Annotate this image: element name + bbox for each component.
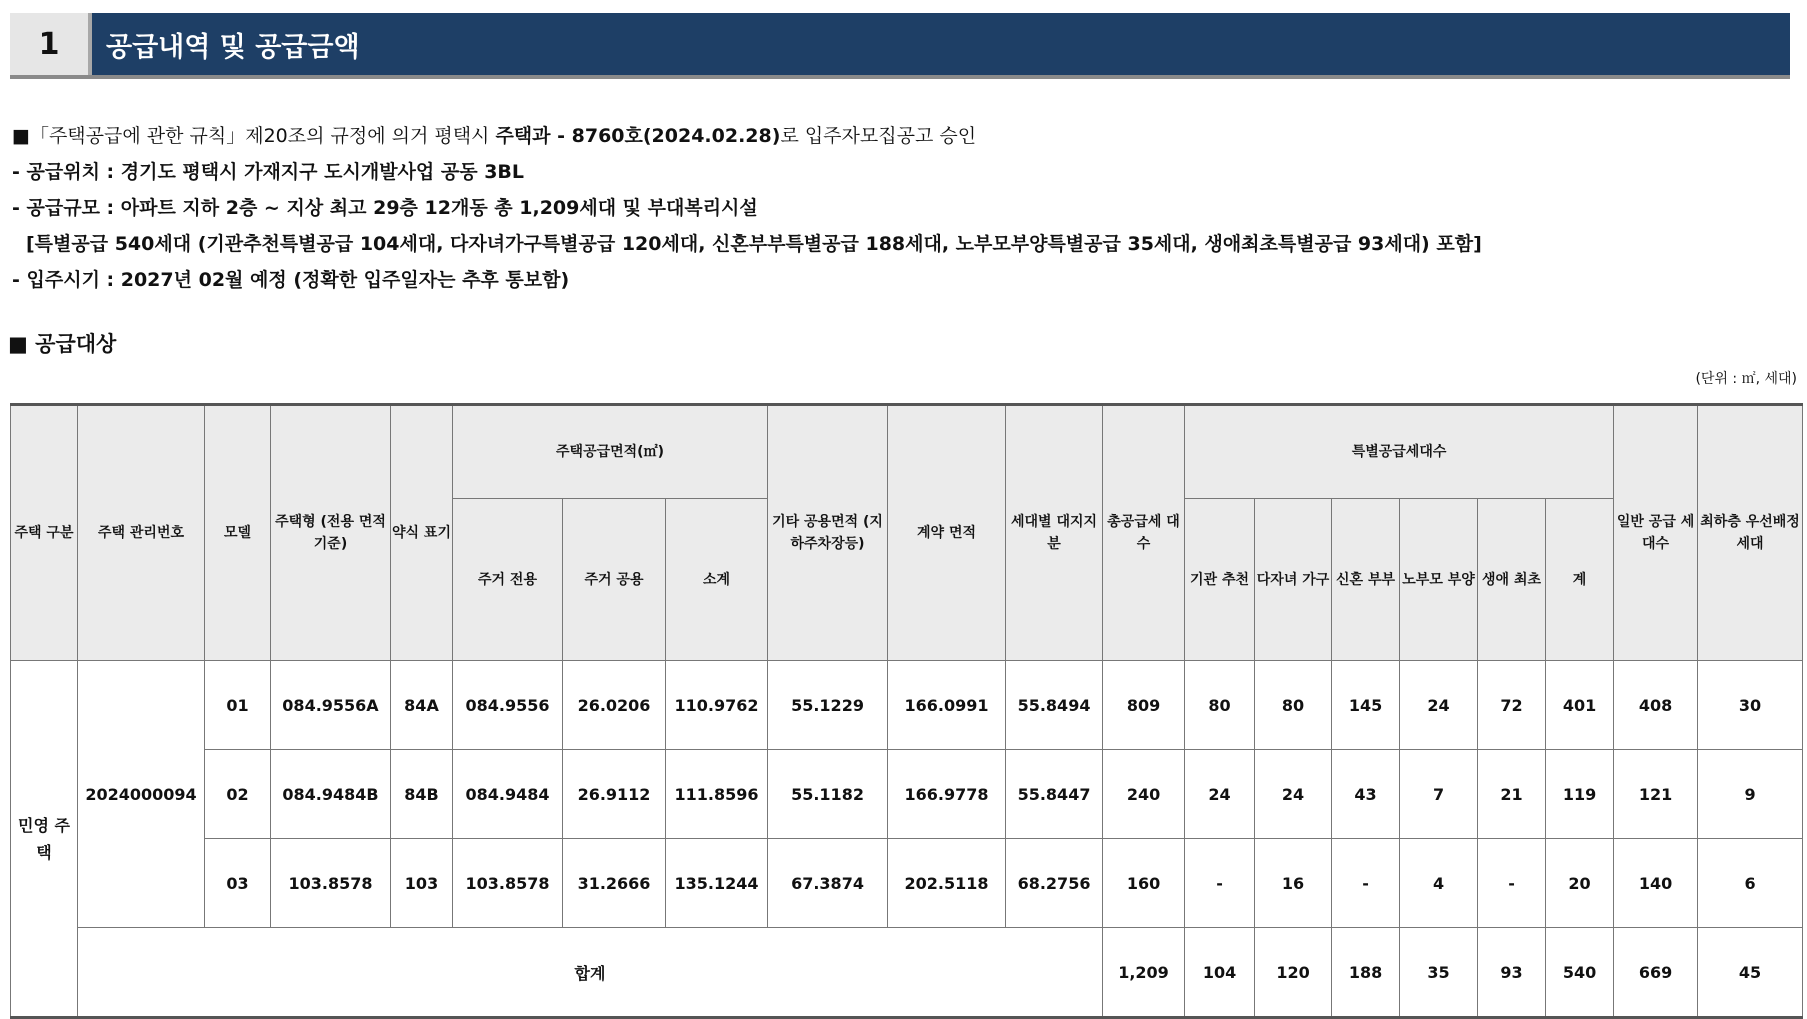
cell-other: 55.1229 bbox=[768, 661, 888, 750]
supply-table bbox=[10, 403, 1803, 1019]
header-total-units: 총공급세 대수 bbox=[1103, 405, 1185, 661]
cell-type: 103.8578 bbox=[271, 839, 391, 928]
header-abbrev: 약식 표기 bbox=[391, 405, 453, 661]
header-special-sum: 계 bbox=[1546, 499, 1614, 661]
approval-suffix: 로 입주자모집공고 승인 bbox=[780, 125, 977, 147]
cell-sp-sum: 20 bbox=[1546, 839, 1614, 928]
special-supply-note: [특별공급 540세대 (기관추천특별공급 104세대, 다자녀가구특별공급 120세대, 신혼부부특별공급 188세대, 노부모부양특별공급 35세대, 생애최초특별공급 93세대) 포함] bbox=[26, 233, 1482, 255]
cell-total: 809 bbox=[1103, 661, 1185, 750]
header-housing-type: 주택 구분 bbox=[11, 405, 78, 661]
header-general-units: 일반 공급 세대수 bbox=[1614, 405, 1698, 661]
header-institution: 기관 추천 bbox=[1185, 499, 1255, 661]
cell-common: 31.2666 bbox=[563, 839, 666, 928]
cell-multi: 24 bbox=[1255, 750, 1332, 839]
cell-inst: 80 bbox=[1185, 661, 1255, 750]
header-land-share: 세대별 대지지분 bbox=[1006, 405, 1103, 661]
cell-newly: 43 bbox=[1332, 750, 1400, 839]
total-cell-lowest: 45 bbox=[1698, 928, 1803, 1018]
total-cell-general: 669 bbox=[1614, 928, 1698, 1018]
cell-sub: 110.9762 bbox=[666, 661, 768, 750]
cell-multi: 16 bbox=[1255, 839, 1332, 928]
cell-type: 084.9556A bbox=[271, 661, 391, 750]
cell-excl: 103.8578 bbox=[453, 839, 563, 928]
cell-type: 084.9484B bbox=[271, 750, 391, 839]
section-number: 1 bbox=[10, 13, 92, 75]
cell-abbr: 84A bbox=[391, 661, 453, 750]
cell-other: 67.3874 bbox=[768, 839, 888, 928]
cell-general: 121 bbox=[1614, 750, 1698, 839]
total-cell-elder: 35 bbox=[1400, 928, 1478, 1018]
cell-excl: 084.9484 bbox=[453, 750, 563, 839]
cell-other: 55.1182 bbox=[768, 750, 888, 839]
header-res-exclusive: 주거 전용 bbox=[453, 499, 563, 661]
total-cell-multi: 120 bbox=[1255, 928, 1332, 1018]
cell-newly: 145 bbox=[1332, 661, 1400, 750]
cell-sp-sum: 119 bbox=[1546, 750, 1614, 839]
approval-prefix: ■「주택공급에 관한 규칙」제20조의 규정에 의거 평택시 bbox=[12, 125, 496, 147]
total-cell-inst: 104 bbox=[1185, 928, 1255, 1018]
cell-model: 01 bbox=[205, 661, 271, 750]
cell-sp-sum: 401 bbox=[1546, 661, 1614, 750]
mgmt-number-cell: 2024000094 bbox=[78, 661, 205, 928]
cell-first: 21 bbox=[1478, 750, 1546, 839]
header-model: 모델 bbox=[205, 405, 271, 661]
cell-total: 160 bbox=[1103, 839, 1185, 928]
cell-contract: 166.9778 bbox=[888, 750, 1006, 839]
cell-excl: 084.9556 bbox=[453, 661, 563, 750]
cell-common: 26.9112 bbox=[563, 750, 666, 839]
approval-line bbox=[12, 118, 1482, 154]
cell-land: 68.2756 bbox=[1006, 839, 1103, 928]
total-cell-newly: 188 bbox=[1332, 928, 1400, 1018]
supply-scale: - 공급규모 : 아파트 지하 2층 ~ 지상 최고 29층 12개동 총 1,209세대 및 부대복리시설 bbox=[12, 197, 758, 219]
housing-kind-cell: 민영 주택 bbox=[11, 661, 78, 1018]
header-contract-area: 계약 면적 bbox=[888, 405, 1006, 661]
cell-sub: 111.8596 bbox=[666, 750, 768, 839]
subsection-title: ■ 공급대상 bbox=[8, 332, 117, 356]
total-cell-first: 93 bbox=[1478, 928, 1546, 1018]
section-title: 공급내역 및 공급금액 bbox=[106, 31, 360, 63]
header-house-type: 주택형 (전용 면적기준) bbox=[271, 405, 391, 661]
cell-multi: 80 bbox=[1255, 661, 1332, 750]
cell-lowest: 6 bbox=[1698, 839, 1803, 928]
move-in-date: - 입주시기 : 2027년 02월 예정 (정확한 입주일자는 추후 통보함) bbox=[12, 269, 570, 291]
header-res-common: 주거 공용 bbox=[563, 499, 666, 661]
header-first-life: 생애 최초 bbox=[1478, 499, 1546, 661]
cell-inst: - bbox=[1185, 839, 1255, 928]
header-special-units: 특별공급세대수 bbox=[1185, 405, 1614, 499]
cell-model: 03 bbox=[205, 839, 271, 928]
cell-general: 140 bbox=[1614, 839, 1698, 928]
cell-general: 408 bbox=[1614, 661, 1698, 750]
header-mgmt-no: 주택 관리번호 bbox=[78, 405, 205, 661]
cell-elder: 24 bbox=[1400, 661, 1478, 750]
cell-lowest: 9 bbox=[1698, 750, 1803, 839]
header-multi-child: 다자녀 가구 bbox=[1255, 499, 1332, 661]
header-elderly: 노부모 부양 bbox=[1400, 499, 1478, 661]
cell-total: 240 bbox=[1103, 750, 1185, 839]
cell-abbr: 103 bbox=[391, 839, 453, 928]
total-label: 합계 bbox=[78, 928, 1103, 1018]
cell-first: - bbox=[1478, 839, 1546, 928]
total-cell-sp-sum: 540 bbox=[1546, 928, 1614, 1018]
cell-inst: 24 bbox=[1185, 750, 1255, 839]
cell-lowest: 30 bbox=[1698, 661, 1803, 750]
unit-note: (단위 : ㎡, 세대) bbox=[1695, 371, 1797, 387]
cell-elder: 7 bbox=[1400, 750, 1478, 839]
cell-model: 02 bbox=[205, 750, 271, 839]
cell-common: 26.0206 bbox=[563, 661, 666, 750]
supply-location: - 공급위치 : 경기도 평택시 가재지구 도시개발사업 공동 3BL bbox=[12, 161, 524, 183]
cell-land: 55.8494 bbox=[1006, 661, 1103, 750]
header-other-common: 기타 공용면적 (지하주차장등) bbox=[768, 405, 888, 661]
header-supply-area: 주택공급면적(㎡) bbox=[453, 405, 768, 499]
cell-contract: 202.5118 bbox=[888, 839, 1006, 928]
cell-abbr: 84B bbox=[391, 750, 453, 839]
total-row bbox=[11, 928, 1803, 1018]
table-row bbox=[11, 661, 1803, 750]
table-row bbox=[11, 750, 1803, 839]
header-subtotal: 소계 bbox=[666, 499, 768, 661]
section-header bbox=[10, 13, 1790, 79]
cell-newly: - bbox=[1332, 839, 1400, 928]
cell-land: 55.8447 bbox=[1006, 750, 1103, 839]
cell-sub: 135.1244 bbox=[666, 839, 768, 928]
approval-number: 주택과 - 8760호(2024.02.28) bbox=[495, 125, 781, 147]
header-newlywed: 신혼 부부 bbox=[1332, 499, 1400, 661]
header-lowest-floor: 최하층 우선배정 세대 bbox=[1698, 405, 1803, 661]
cell-contract: 166.0991 bbox=[888, 661, 1006, 750]
cell-first: 72 bbox=[1478, 661, 1546, 750]
supply-info bbox=[12, 118, 1482, 298]
table-row bbox=[11, 839, 1803, 928]
cell-elder: 4 bbox=[1400, 839, 1478, 928]
total-cell-total: 1,209 bbox=[1103, 928, 1185, 1018]
